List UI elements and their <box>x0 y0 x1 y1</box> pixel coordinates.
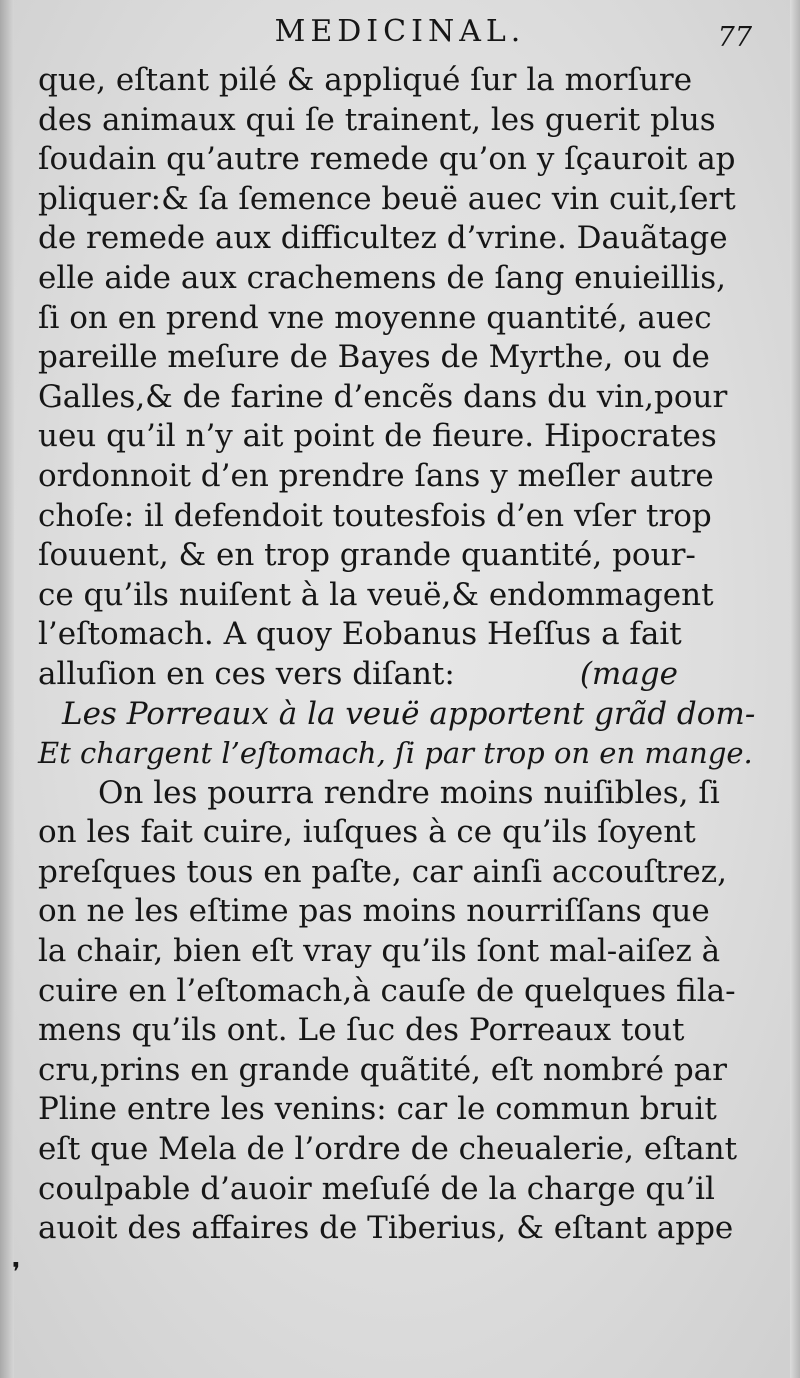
text-line: mens qu’ils ont. Le ſuc des Porreaux tout <box>38 1012 685 1049</box>
text-line: ſoudain qu’autre remede qu’on y ſçauroit ap <box>38 141 736 178</box>
page-gutter-shadow <box>0 0 14 1378</box>
verse-overflow: (mage <box>579 655 678 692</box>
running-head: MEDICINAL. <box>274 14 526 49</box>
text-line: preſques tous en paſte, car ainſi accouſtrez, <box>38 853 727 890</box>
text-line: ordonnoit d’en prendre ſans y meſler autre <box>38 457 714 494</box>
text-line: la chair, bien eſt vray qu’ils ſont mal-aiſez à <box>38 933 721 970</box>
page-number: 77 <box>717 22 752 53</box>
text-line: coulpable d’auoir meſuſé de la charge qu’il <box>38 1170 715 1207</box>
body-text <box>38 61 756 1249</box>
page-header <box>40 14 760 54</box>
text-line: l’eſtomach. A quoy Eobanus Heſſus a fait <box>38 616 682 653</box>
text-line: pareille meſure de Bayes de Myrthe, ou de <box>38 339 710 376</box>
text-line: pliquer:& ſa ſemence beuë auec vin cuit,ſert <box>38 180 736 217</box>
text-line: des animaux qui ſe trainent, les guerit plus <box>38 101 716 138</box>
text-line: alluſion en ces vers diſant: <box>38 655 455 692</box>
text-line: elle aide aux crachemens de ſang enuieillis, <box>38 259 727 296</box>
text-line: on ne les eſtime pas moins nourriſſans que <box>38 893 710 930</box>
page-edge-shadow <box>790 0 800 1378</box>
text-line: eſt que Mela de l’ordre de cheualerie, eſtant <box>38 1131 738 1168</box>
verse-line: Et chargent l’eſtomach, ſi par trop on en mange. <box>38 736 753 771</box>
text-line: ueu qu’il n’y ait point de fieure. Hipocrates <box>38 418 717 455</box>
text-line: ce qu’ils nuiſent à la veuë,& endommagent <box>38 576 714 613</box>
text-line: que, eſtant pilé & appliqué ſur la morſure <box>38 62 693 98</box>
text-line: cru,prins en grande quãtité, eſt nombré par <box>38 1051 727 1088</box>
text-line: Galles,& de farine d’encẽs dans du vin,pour <box>38 378 728 415</box>
text-line: auoit des affaires de Tiberius, & eſtant appe <box>38 1210 734 1247</box>
text-line: on les fait cuire, iuſques à ce qu’ils ſoyent <box>38 814 696 851</box>
text-line: Pline entre les venins: car le commun bruit <box>38 1091 717 1128</box>
text-line: ſi on en prend vne moyenne quantité, auec <box>38 299 712 336</box>
text-line: ſouuent, & en trop grande quantité, pour- <box>38 537 696 574</box>
text-line: de remede aux difficultez d’vrine. Dauãtage <box>38 220 728 257</box>
text-line: choſe: il defendoit toutesfois d’en vſer trop <box>38 497 712 534</box>
verse-line: Les Porreaux à la veuë apportent grãd dom- <box>62 695 756 732</box>
text-line: On les pourra rendre moins nuiſibles, ſi <box>98 774 720 811</box>
ink-mark: ❜ <box>12 1258 21 1288</box>
text-line: cuire en l’eſtomach,à cauſe de quelques fila- <box>38 972 736 1009</box>
